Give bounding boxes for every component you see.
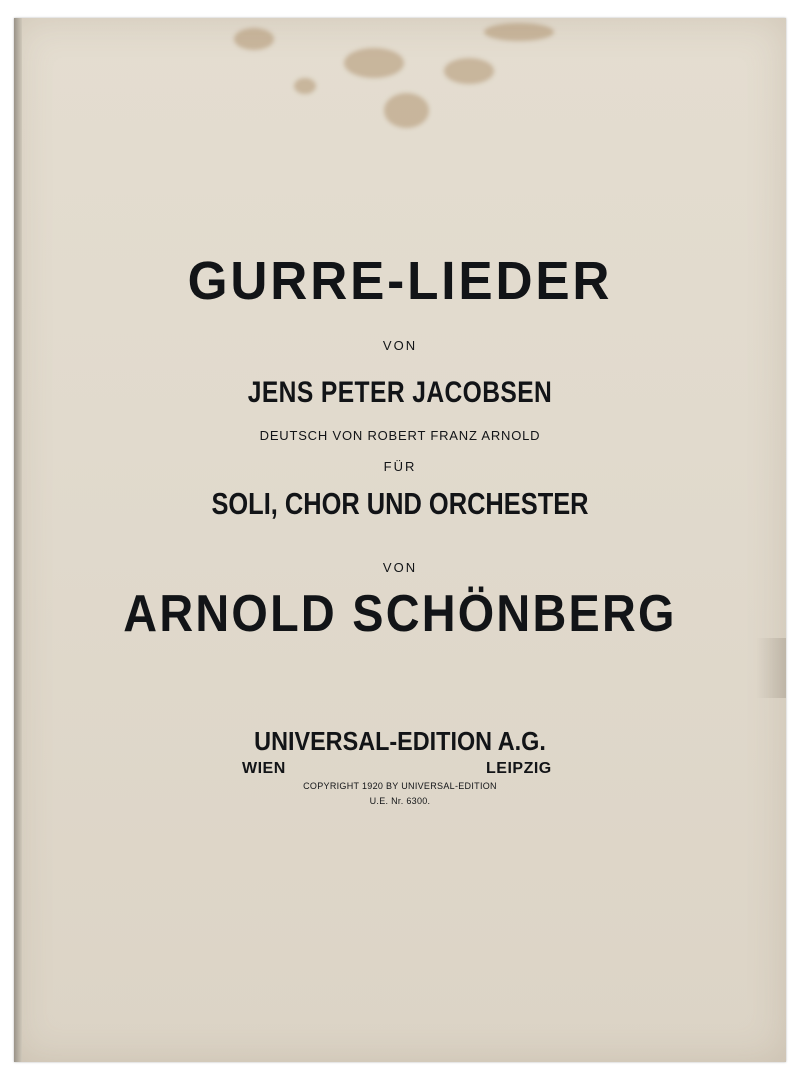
- von-label: VON: [382, 338, 418, 353]
- score-cover-page: [14, 18, 786, 1062]
- translation-credit: DEUTSCH VON ROBERT FRANZ ARNOLD: [259, 428, 541, 443]
- binding-edge: [14, 18, 22, 1062]
- water-stain: [294, 78, 316, 94]
- page-crease: [756, 638, 786, 698]
- water-stain: [484, 23, 554, 41]
- water-stain: [234, 28, 274, 50]
- plate-number: U.E. Nr. 6300.: [369, 796, 431, 806]
- water-stain: [344, 48, 404, 78]
- water-stain: [384, 93, 429, 128]
- publisher-city-wien: WIEN: [242, 760, 286, 777]
- publisher-name: UNIVERSAL-EDITION A.G.: [254, 726, 546, 756]
- von-label: VON: [382, 560, 418, 575]
- composer-name: ARNOLD SCHÖNBERG: [123, 585, 677, 643]
- copyright-notice: COPYRIGHT 1920 BY UNIVERSAL-EDITION: [303, 781, 497, 791]
- publisher-city-leipzig: LEIPZIG: [486, 760, 552, 777]
- water-stain: [444, 58, 494, 84]
- poet-name: JENS PETER JACOBSEN: [247, 376, 553, 409]
- performing-forces: SOLI, CHOR UND ORCHESTER: [211, 486, 589, 521]
- work-title: GURRE-LIEDER: [187, 251, 613, 311]
- fuer-label: FÜR: [383, 459, 417, 474]
